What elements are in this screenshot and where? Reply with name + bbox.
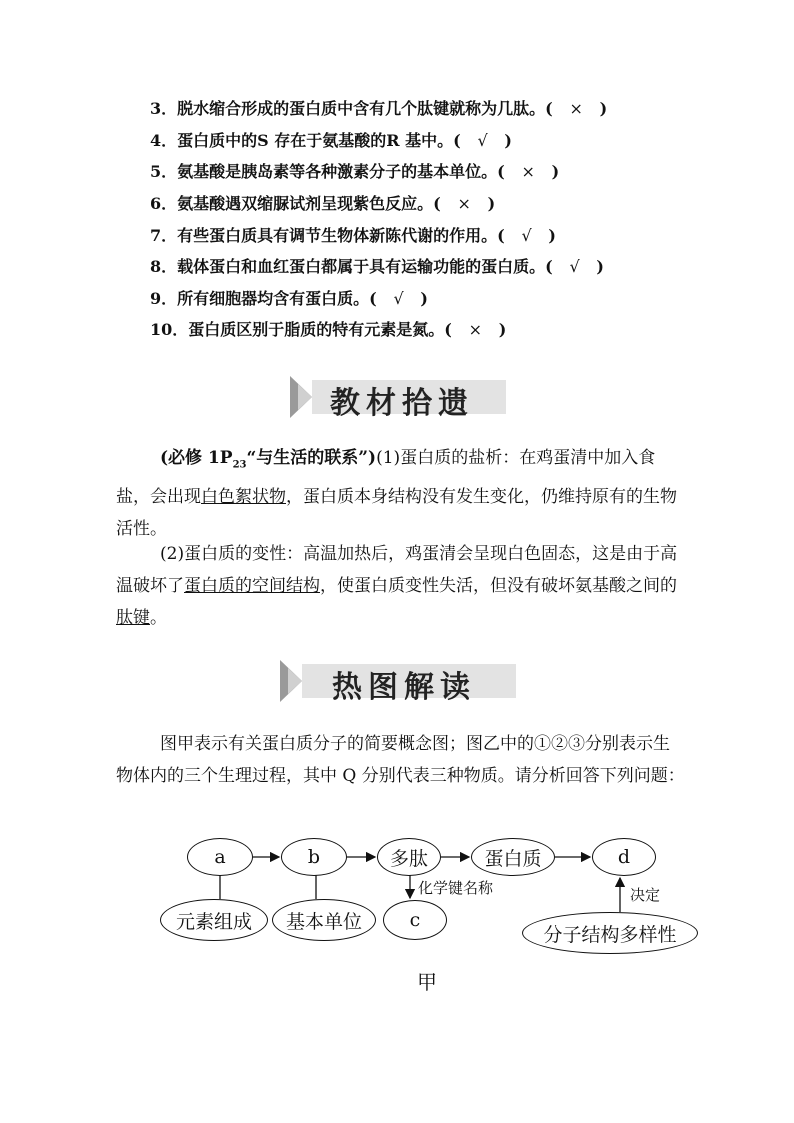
section-title: 教材拾遗 <box>330 386 474 421</box>
decide-label: 决定 <box>630 886 661 904</box>
node-a: a <box>187 838 253 876</box>
list-item <box>150 193 495 215</box>
source-ref: (必修 $1P_{23}“$与生活的联系”) <box>160 448 377 471</box>
list-item <box>150 288 428 310</box>
item-number: 4． <box>150 131 178 150</box>
item-text: 有些蛋白质具有调节生物体新陈代谢的作用。( <box>177 226 505 245</box>
answer-mark: × <box>569 99 583 118</box>
arrow-inner-icon <box>288 668 302 694</box>
item-close: ) <box>487 194 496 213</box>
node-c: c <box>383 900 447 940</box>
item-close: ) <box>548 226 556 245</box>
node-element-composition: 元素组成 <box>160 899 268 941</box>
list-item <box>150 98 607 120</box>
paragraph-text: (1)蛋白质的盐析：在鸡蛋清中加入食盐，会出现 <box>116 448 656 508</box>
item-close: ) <box>498 320 507 339</box>
item-text: 氨基酸是胰岛素等各种激素分子的基本单位。( <box>177 162 505 181</box>
answer-mark: √ <box>477 131 488 150</box>
item-close: ) <box>420 289 428 308</box>
node-protein: 蛋白质 <box>471 838 555 876</box>
item-number: 6． <box>150 194 178 213</box>
answer-mark: √ <box>393 289 404 308</box>
node-peptide: 多肽 <box>377 838 441 876</box>
answer-mark: × <box>521 162 535 181</box>
paragraph-text: 。 <box>150 608 167 628</box>
paragraph-salting-out <box>116 442 686 545</box>
bond-name-label: 化学键名称 <box>418 879 494 897</box>
list-item <box>150 256 604 278</box>
answer-mark: √ <box>569 257 580 276</box>
item-text: 蛋白质中的S 存在于氨基酸的R 基中。( <box>177 131 461 150</box>
list-item <box>150 225 556 247</box>
item-text: 脱水缩合形成的蛋白质中含有几个肽键就称为几肽。( <box>177 99 553 118</box>
item-close: ) <box>551 162 560 181</box>
item-close: ) <box>504 131 512 150</box>
answer-mark: √ <box>521 226 532 245</box>
node-b: b <box>281 838 347 876</box>
paragraph-denaturation <box>116 538 686 634</box>
underlined-answer: 蛋白质的空间结构 <box>184 576 320 596</box>
item-number: 8． <box>150 257 178 276</box>
item-number: 7． <box>150 226 178 245</box>
answer-mark: × <box>457 194 471 213</box>
figure-caption: 甲 <box>417 970 437 994</box>
item-text: 蛋白质区别于脂质的特有元素是氮。( <box>188 320 452 339</box>
underlined-answer: 肽键 <box>116 608 150 628</box>
item-number: 3． <box>150 99 178 118</box>
node-structural-diversity: 分子结构多样性 <box>522 912 698 954</box>
answer-mark: × <box>468 320 482 339</box>
paragraph-question-intro <box>116 728 686 792</box>
node-basic-unit: 基本单位 <box>272 899 376 941</box>
section-banner-figure <box>280 660 516 705</box>
paragraph-text: ，使蛋白质变性失活，但没有破坏氨基酸之间的 <box>320 576 677 596</box>
list-item <box>150 130 512 152</box>
item-text: 载体蛋白和血红蛋白都属于具有运输功能的蛋白质。( <box>177 257 553 276</box>
list-item <box>150 161 559 183</box>
item-text: 所有细胞器均含有蛋白质。( <box>177 289 377 308</box>
item-close: ) <box>599 99 608 118</box>
item-text: 氨基酸遇双缩脲试剂呈现紫色反应。( <box>177 194 441 213</box>
list-item <box>150 319 506 341</box>
underlined-answer: 白色絮状物 <box>201 487 286 508</box>
item-number: 5． <box>150 162 178 181</box>
item-number: 9． <box>150 289 178 308</box>
section-banner-textbook <box>290 376 506 421</box>
paragraph-text: ，蛋白质本身结构没有发生变化，仍维持原有的生物活性。 <box>116 487 677 540</box>
arrow-inner-icon <box>298 384 312 410</box>
item-number: 10． <box>150 320 189 339</box>
node-d: d <box>592 838 656 876</box>
section-title: 热图解读 <box>332 670 476 705</box>
paragraph-text: 图甲表示有关蛋白质分子的简要概念图；图乙中的①②③分别表示生物体内的三个生理过程，其中 Q 分别代表三种物质。请分析回答下列问题： <box>116 734 685 786</box>
paragraph-text: (2)蛋白质的变性：高温加热后，鸡蛋清会呈现白色固态，这是由于高温破坏了 <box>116 544 678 596</box>
item-close: ) <box>596 257 604 276</box>
